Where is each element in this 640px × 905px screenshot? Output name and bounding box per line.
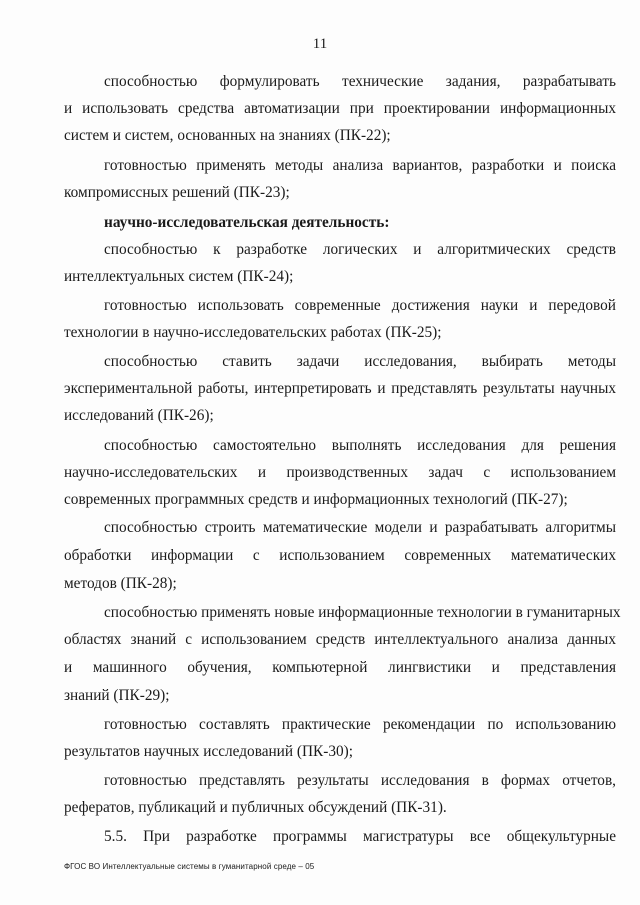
text-line: областях знаний с использованием средств интеллектуального анализа данных <box>64 631 616 648</box>
text-line: методов (ПК-28); <box>64 575 177 592</box>
text-line: готовностью использовать современные достижения науки и передовой <box>104 297 616 314</box>
text-line: экспериментальной работы, интерпретировать и представлять результаты научных <box>64 380 616 397</box>
text-line: компромиссных решений (ПК-23); <box>64 184 290 201</box>
page-footer: ФГОС ВО Интеллектуальные системы в гуманитарной среде – 05 <box>64 862 315 871</box>
text-line: технологии в научно-исследовательских работах (ПК-25); <box>64 324 442 341</box>
text-line: готовностью представлять результаты исследования в формах отчетов, <box>104 772 616 789</box>
text-line: способностью самостоятельно выполнять исследования для решения <box>104 437 616 454</box>
text-line: научно-исследовательских и производственных задач с использованием <box>64 464 616 481</box>
text-line: рефератов, публикаций и публичных обсуждений (ПК-31). <box>64 799 447 816</box>
page-number: 11 <box>312 36 328 52</box>
text-line: 5.5. При разработке программы магистратуры все общекультурные <box>104 828 616 845</box>
text-line: готовностью составлять практические рекомендации по использованию <box>104 716 616 733</box>
text-line: современных программных средств и информационных технологий (ПК-27); <box>64 491 568 508</box>
text-line: способностью строить математические модели и разрабатывать алгоритмы <box>104 519 616 536</box>
text-line: обработки информации с использованием современных математических <box>64 547 616 564</box>
section-heading: научно-исследовательская деятельность: <box>104 214 390 231</box>
text-line: готовностью применять методы анализа вариантов, разработки и поиска <box>104 157 616 174</box>
text-line: способностью к разработке логических и алгоритмических средств <box>104 241 616 258</box>
text-line: способностью формулировать технические задания, разрабатывать <box>104 73 616 90</box>
text-line: и использовать средства автоматизации при проектировании информационных <box>64 100 616 117</box>
text-line: способностью ставить задачи исследования, выбирать методы <box>104 353 616 370</box>
text-line: исследований (ПК-26); <box>64 407 214 424</box>
text-line: способностью применять новые информационные технологии в гуманитарных <box>104 604 621 621</box>
text-line: результатов научных исследований (ПК-30); <box>64 743 353 760</box>
text-line: знаний (ПК-29); <box>64 687 170 704</box>
text-line: интеллектуальных систем (ПК-24); <box>64 268 294 285</box>
text-line: и машинного обучения, компьютерной лингвистики и представления <box>64 659 616 676</box>
text-line: систем и систем, основанных на знаниях (ПК-22); <box>64 127 391 144</box>
